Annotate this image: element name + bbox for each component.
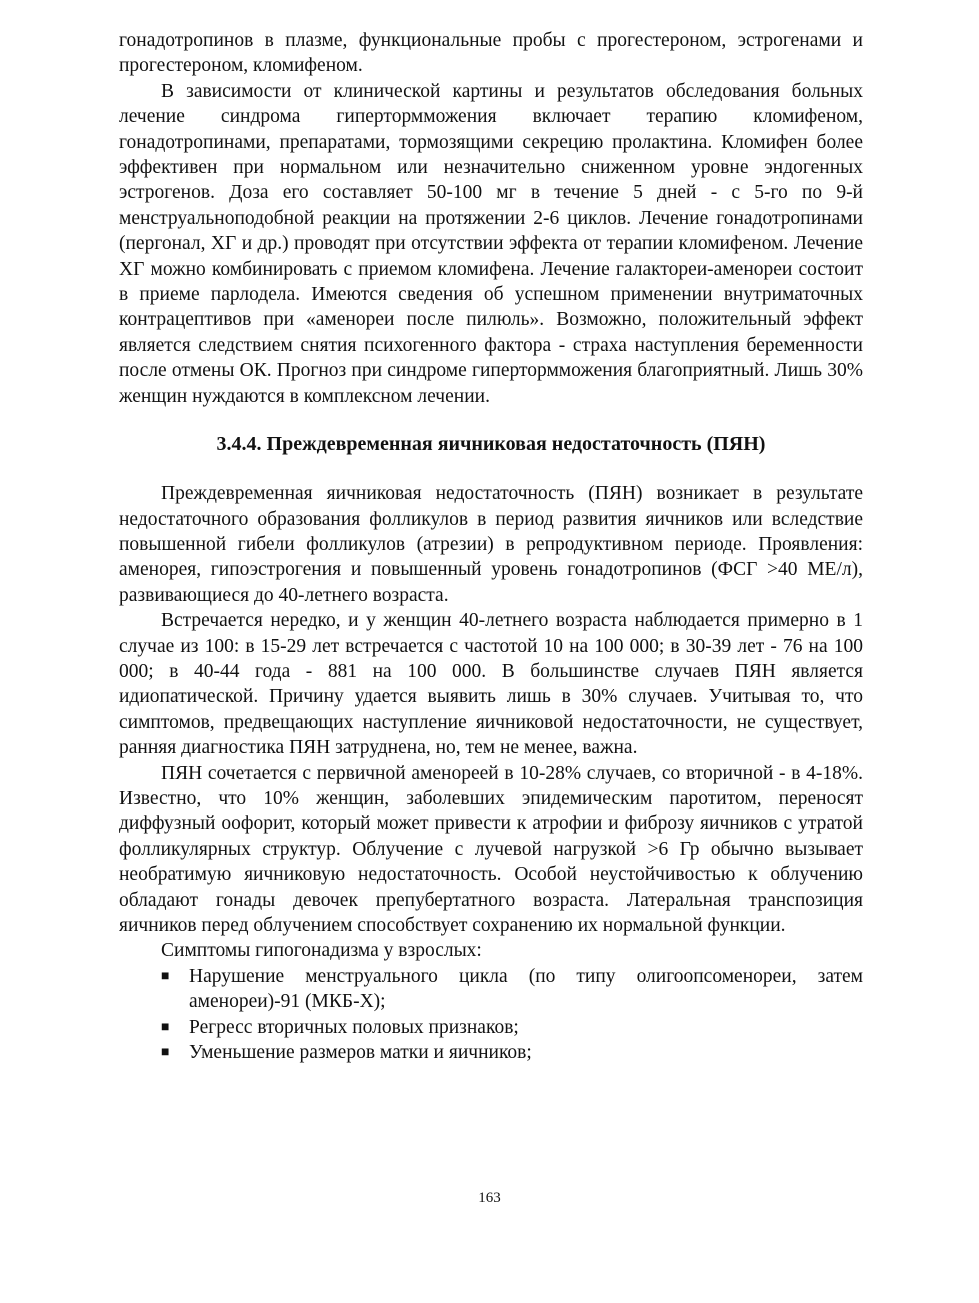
list-item [119, 964, 863, 1015]
paragraph: Встречается нередко, и у женщин 40-летнего возраста наблюдается примерно в 1 случае из 100: в 15-29 лет встречается с частотой 10 на 100 000; в 30-39 лет - 76 на 100 000; в 40-44 года - 881 на 100 000. В большинстве случаев ПЯН является идиопатической. Причину удается выявить лишь в 30% случаев. Учитывая то, что симптомов, предвещающих наступление яичниковой недостаточности, не существует, ранняя диагностика ПЯН затруднена, но, тем не менее, важна. [119, 610, 863, 759]
page-number: 163 [478, 1190, 501, 1206]
list-item-text: Уменьшение размеров матки и яичников; [189, 1042, 532, 1064]
bullet-square-icon: ■ [161, 968, 170, 984]
list-item [119, 1040, 863, 1065]
paragraph: Преждевременная яичниковая недостаточность (ПЯН) возникает в результате недостаточного образования фолликулов в период развития яичников или вследствие повышенной гибели фолликулов (атрезии) в репродуктивном периоде. Проявления: аменорея, гипоэстрогения и повышенный уровень гонадотропинов (ФСГ >40 МЕ/л), развивающиеся до 40-летнего возраста. [119, 483, 863, 606]
bullet-square-icon: ■ [161, 1045, 170, 1061]
list-item-text: Регресс вторичных половых признаков; [189, 1016, 519, 1038]
paragraph: ПЯН сочетается с первичной аменореей в 10-28% случаев, со вторичной - в 4-18%. Известно, что 10% женщин, заболевших эпидемическим паротитом, переносят диффузный оофорит, который может привести к атрофии и фиброзу яичников с утратой фолликулярных структур. Облучение с лучевой нагрузкой >6 Гр обычно вызывает необратимую яичниковую недостаточность. Особой неустойчивостью к облучению обладают гонады девочек препубертатного возраста. Латеральная транспозиция яичников перед облучением способствует сохранению их нормальной функции. [119, 762, 863, 936]
paragraph: Симптомы гипогонадизма у взрослых: [161, 940, 482, 962]
top-paragraphs [119, 28, 863, 409]
page-body [119, 28, 863, 1065]
section-heading: 3.4.4. Преждевременная яичниковая недостаточность (ПЯН) [216, 433, 766, 456]
list-item [119, 1015, 863, 1040]
bullet-square-icon: ■ [161, 1019, 170, 1035]
paragraph: гонадотропинов в плазме, функциональные пробы с прогестероном, эстрогенами и прогестероном, кломифеном. [119, 30, 863, 77]
main-paragraphs [119, 481, 863, 964]
symptom-list [119, 964, 863, 1066]
list-item-text: Нарушение менструального цикла (по типу олигоопсоменореи, затем аменореи)-91 (МКБ-Х); [189, 965, 863, 1013]
paragraph: В зависимости от клинической картины и результатов обследования больных лечение синдрома гипертормможения включает терапию кломифеном, гонадотропинами, препаратами, тормозящими секрецию пролактина. Кломифен более эффективен при нормальном или незначительно сниженном уровне эндогенных эстрогенов. Доза его составляет 50-100 мг в течение 5 дней - с 5-го по 9-й менструальноподобной реакции на протяжении 2-6 циклов. Лечение гонадотропинами (пергонал, ХГ и др.) проводят при отсутствии эффекта от терапии кломифеном. Лечение ХГ можно комбинировать с приемом кломифена. Лечение галактореи-аменореи состоит в приеме парлодела. Имеются сведения об успешном применении внутриматочных контрацептивов при «аменореи после пилюль». Возможно, положительный эффект является следствием снятия психогенного фактора - страха наступления беременности после отмены ОК. Прогноз при синдроме гипертормможения благоприятный. Лишь 30% женщин нуждаются в комплексном лечении. [119, 80, 863, 407]
